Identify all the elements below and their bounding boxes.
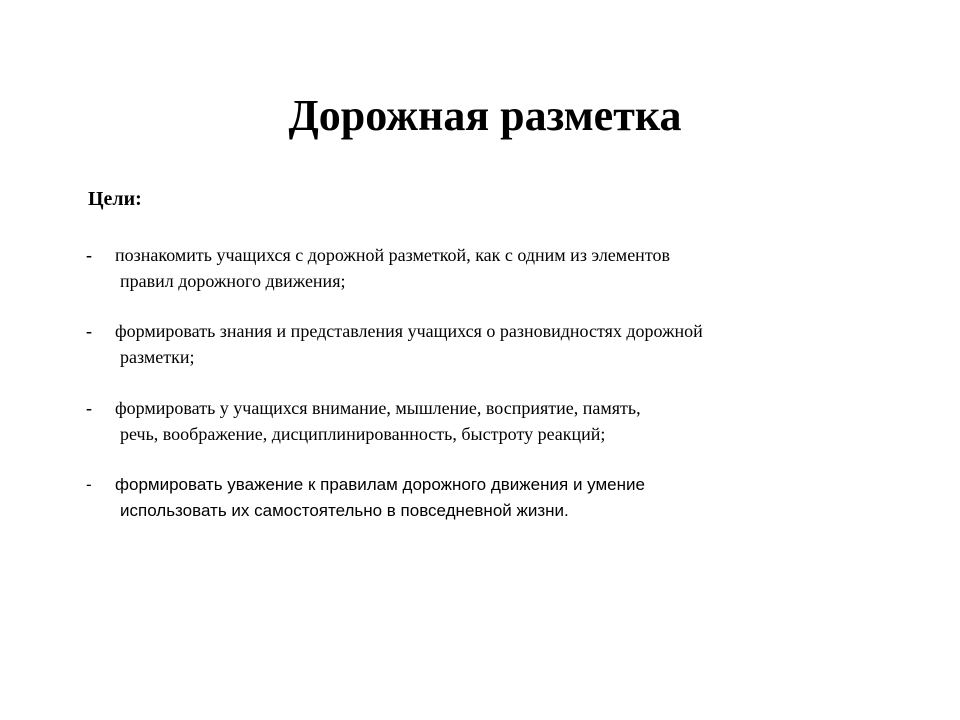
goal-text-line: разметки; bbox=[120, 347, 195, 367]
goal-bullet: - bbox=[86, 398, 92, 418]
goal-text-line: речь, воображение, дисциплинированность, быстроту реакций; bbox=[120, 424, 606, 444]
goal-text-line: формировать уважение к правилам дорожного движения и умение bbox=[115, 475, 645, 494]
goal-item-4 bbox=[86, 472, 926, 524]
goal-item-2 bbox=[86, 318, 926, 370]
goal-item-1 bbox=[86, 242, 926, 294]
goal-text-line: использовать их самостоятельно в повседневной жизни. bbox=[120, 501, 569, 520]
goal-text-line: правил дорожного движения; bbox=[120, 271, 346, 291]
goal-text-line: формировать знания и представления учащихся о разновидностях дорожной bbox=[115, 321, 703, 341]
goals-heading: Цели: bbox=[88, 188, 142, 210]
slide-title: Дорожная разметка bbox=[288, 91, 682, 140]
goal-item-3 bbox=[86, 395, 926, 447]
goal-bullet: - bbox=[86, 475, 92, 494]
goal-bullet: - bbox=[86, 321, 92, 341]
goal-bullet: - bbox=[86, 245, 92, 265]
goal-text-line: формировать у учащихся внимание, мышление, восприятие, память, bbox=[115, 398, 641, 418]
goal-text-line: познакомить учащихся с дорожной разметкой, как с одним из элементов bbox=[115, 245, 670, 265]
